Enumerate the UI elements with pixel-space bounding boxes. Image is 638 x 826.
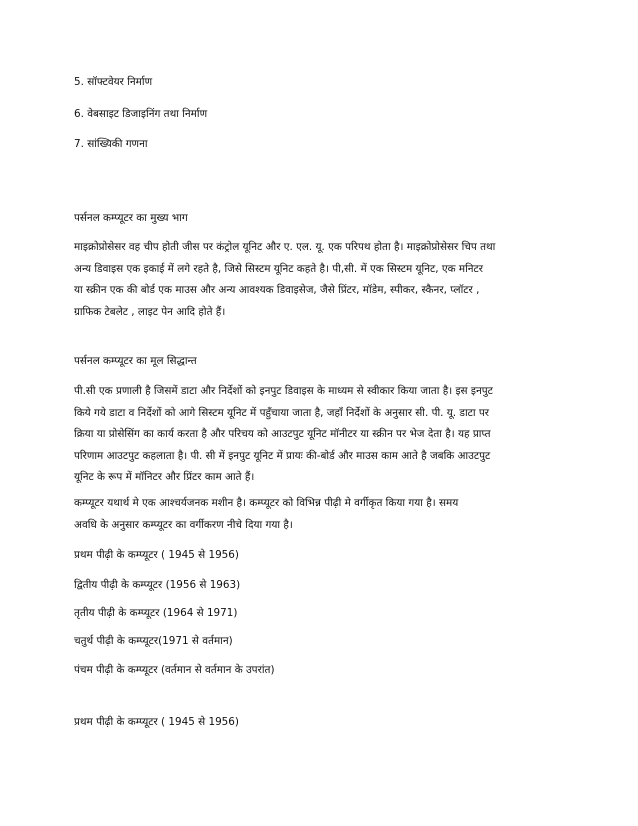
list-item: 6. वेबसाइट डिजाइनिंग तथा निर्माण: [74, 108, 208, 120]
list-item: द्वितीय पीढ़ी के कम्प्यूटर (1956 से 1963): [74, 579, 241, 591]
paragraph-line: ग्राफिक टेबलेट , लाइट पेन आदि होते हैं।: [74, 305, 226, 318]
list-item: 7. सांख्यिकी गणना: [74, 138, 148, 150]
list-item: तृतीय पीढ़ी के कम्प्यूटर (1964 से 1971): [74, 607, 238, 619]
section-heading: पर्सनल कम्प्यूटर का मूल सिद्धान्त: [74, 355, 197, 367]
paragraph-line: अन्य डिवाइस एक इकाई में लगे रहते है, जिसे सिस्टम यूनिट कहते है। पी,सी. में एक सिस्टम यूनिट, एक मनिटर: [74, 262, 484, 275]
paragraph: [74, 493, 550, 536]
paragraph: [74, 381, 550, 489]
paragraph-line: पी.सी एक प्रणाली है जिसमें डाटा और निर्देशों को इनपुट डिवाइस के माध्यम से स्वीकार किया जाता है। इस इनपुट: [74, 385, 493, 397]
paragraph-line: कम्प्यूटर यथार्थ मे एक आश्चर्यजनक मशीन है। कम्प्यूटर को विभिन्न पीढ़ी मे वर्गीकृत किया गया है। समय: [74, 497, 459, 509]
paragraph-line: या स्क्रीन एक की बोर्ड एक माउस और अन्य आवश्यक डिवाइसेज, जैसे प्रिंटर, मॉडेम, स्पीकर, स्कैनर, प्लॉटर ,: [74, 284, 480, 296]
paragraph: [74, 237, 550, 323]
paragraph-line: यूनिट के रूप में मॉनिटर और प्रिंटर काम आते हैं।: [74, 471, 255, 483]
section-heading: प्रथम पीढ़ी के कम्प्यूटर ( 1945 से 1956): [74, 716, 239, 728]
paragraph-line: माइक्रोप्रोसेसर वह चीप होती जीस पर कंट्रोल यूनिट और ए. एल. यू. एक परिपथ होता है। माइक्रोप्रोसेसर चिप तथा: [74, 241, 496, 253]
list-item: पंचम पीढ़ी के कम्प्यूटर (वर्तमान से वर्तमान के उपरांत): [74, 664, 275, 676]
paragraph-line: अवधि के अनुसार कम्प्यूटर का वर्गीकरण नीचे दिया गया है।: [74, 518, 293, 531]
list-item: 5. सॉफ्टवेयर निर्माण: [74, 76, 153, 88]
list-item: प्रथम पीढ़ी के कम्प्यूटर ( 1945 से 1956): [74, 549, 239, 561]
section-heading: पर्सनल कम्प्यूटर का मुख्य भाग: [74, 212, 188, 224]
list-item: चतुर्थ पीढ़ी के कम्प्यूटर(1971 से वर्तमान): [74, 635, 233, 647]
paragraph-line: किये गये डाटा व निर्देशों को आगे सिस्टम यूनिट में पहुँचाया जाता है, जहाँ निर्देशों के अनुसार सी. पी. यू. डाटा पर: [74, 406, 490, 419]
paragraph-line: क्रिया या प्रोसेसिंग का कार्य करता है और परिचय को आउटपुट यूनिट मॉनीटर या स्क्रीन पर भेज देता है। यह प्राप्त: [74, 428, 491, 440]
paragraph-line: परिणाम आउटपुट कहलाता है। पी. सी में इनपुट यूनिट में प्रायः की-बोर्ड और माउस काम आते है जबकि आउटपुट: [74, 449, 491, 462]
